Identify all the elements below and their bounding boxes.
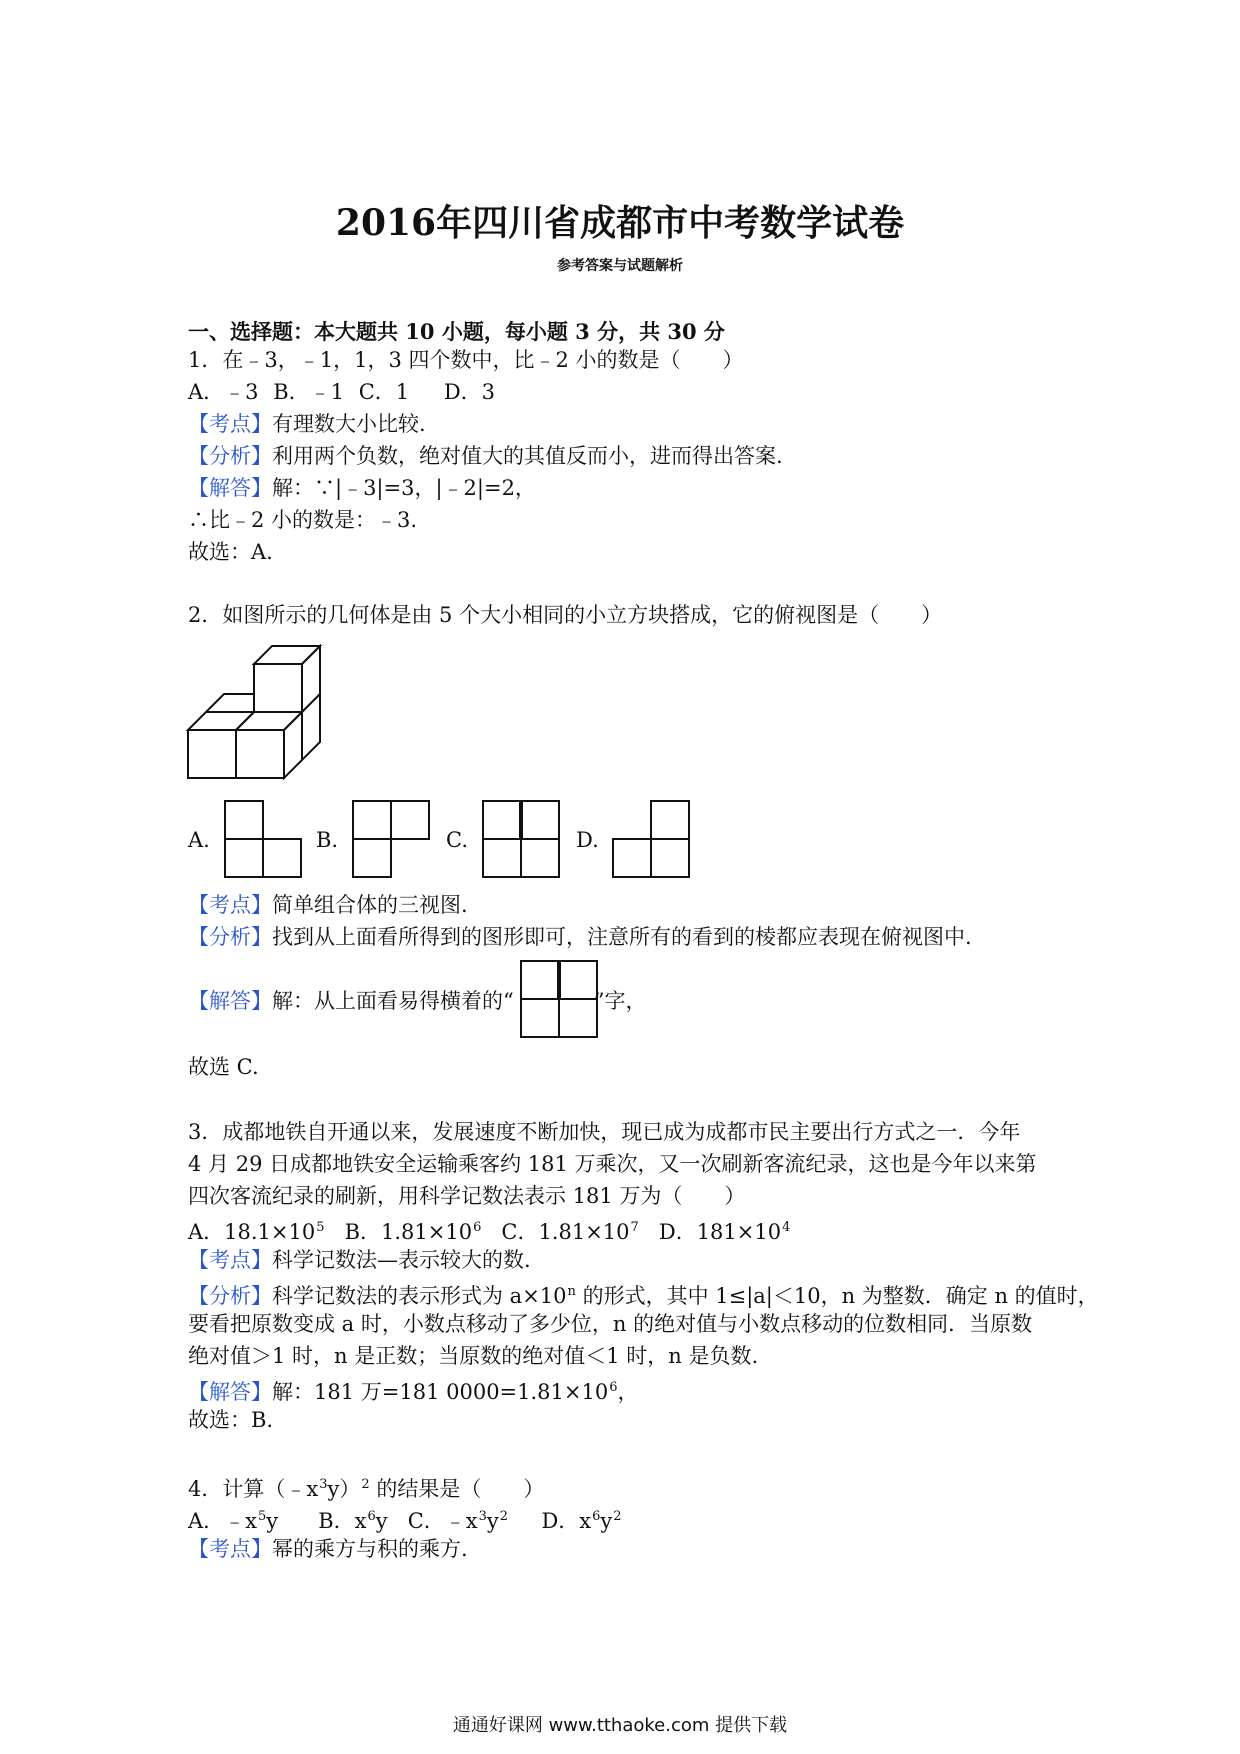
q4-stem (188, 1470, 544, 1504)
q2-choice: 故选 C. (188, 1055, 259, 1079)
q2-fenxi (188, 922, 972, 952)
q2-answer-figure (520, 960, 598, 1038)
q1-fenxi-text: 利用两个负数，绝对值大的其值反而小，进而得出答案. (272, 444, 783, 468)
q3-fenxi-b: 的形式，其中 1≤|a|＜10，n 为整数．确定 n 的值时， (575, 1284, 1099, 1308)
q2-option-a-figure (224, 800, 302, 878)
q1-choice: 故选：A. (188, 540, 273, 564)
q2-solid-figure (186, 642, 331, 782)
q3-options (188, 1213, 790, 1247)
q3-fenxi-exp: n (567, 1284, 576, 1299)
q4-option-b-exp1: 6 (367, 1509, 376, 1524)
q1-fenxi (188, 441, 783, 471)
q4-stem-a: 4．计算（﹣x (188, 1477, 319, 1501)
q3-stem-line1: 3．成都地铁自开通以来，发展速度不断加快，现已成为成都市民主要出行方式之一．今年 (188, 1120, 1021, 1144)
q4-option-d-exp1: 6 (592, 1509, 601, 1524)
q2-fenxi-text: 找到从上面看所得到的图形即可，注意所有的看到的棱都应表现在俯视图中. (272, 925, 972, 949)
q1-stem: 1．在﹣3，﹣1，1，3 四个数中，比﹣2 小的数是（ ） (188, 348, 744, 372)
footer-source: 通通好课网 www.tthaoke.com 提供下载 (452, 1715, 788, 1736)
q4-stem-c: 的结果是（ ） (369, 1477, 545, 1501)
q3-option-d-base: D．181×10 (658, 1220, 782, 1244)
q4-kaodian (188, 1534, 468, 1564)
kaodian-tag: 【考点】 (188, 893, 272, 917)
kaodian-tag: 【考点】 (188, 412, 272, 436)
q3-option-a-base: A．18.1×10 (188, 1220, 316, 1244)
fenxi-tag: 【分析】 (188, 925, 272, 949)
fenxi-tag: 【分析】 (188, 1284, 272, 1308)
q4-option-a-base: A．﹣x (188, 1509, 258, 1533)
q3-kaodian (188, 1245, 531, 1275)
q4-option-a-exp1: 5 (258, 1509, 267, 1524)
q2-jieda-pre: 解：从上面看易得横着的“ (272, 989, 514, 1013)
q2-option-c-figure (482, 800, 560, 878)
q3-jieda-a: 解：181 万=181 0000=1.81×10 (272, 1380, 609, 1404)
page-title: 2016年四川省成都市中考数学试卷 (335, 202, 905, 244)
q3-fenxi-a: 科学记数法的表示形式为 a×10 (272, 1284, 567, 1308)
q4-option-d-exp2: 2 (613, 1509, 622, 1524)
q4-option-b-y: y (375, 1509, 388, 1533)
q3-option-b-exp: 6 (473, 1220, 482, 1235)
q3-option-d (659, 1220, 791, 1244)
q4-kaodian-text: 幂的乘方与积的乘方. (272, 1537, 468, 1561)
q3-stem-line2: 4 月 29 日成都地铁安全运输乘客约 181 万乘次，又一次刷新客流纪录，这也是今年以来第 (188, 1152, 1037, 1176)
q4-option-c-exp1: 3 (478, 1509, 487, 1524)
q2-option-b-figure (352, 800, 430, 878)
q3-stem-line3: 四次客流纪录的刷新，用科学记数法表示 181 万为（ ） (188, 1184, 746, 1208)
q2-option-b-label: B. (316, 828, 339, 852)
q1-jieda-text: 解：∵|﹣3|=3，|﹣2|=2， (272, 476, 536, 500)
q4-option-b-base: B．x (318, 1509, 367, 1533)
jieda-tag: 【解答】 (188, 989, 272, 1013)
q4-option-d-y: y (600, 1509, 613, 1533)
q2-option-d-figure (612, 800, 690, 878)
fenxi-tag: 【分析】 (188, 444, 272, 468)
kaodian-tag: 【考点】 (188, 1537, 272, 1561)
q1-jieda (188, 473, 536, 503)
q3-option-a-exp: 5 (316, 1220, 325, 1235)
q1-option-b: B．﹣1 (273, 380, 345, 404)
q4-option-a (188, 1509, 278, 1533)
q1-option-c: C．1 (358, 380, 410, 404)
q4-stem-exp2: 2 (361, 1477, 370, 1492)
q3-option-b-base: B．1.81×10 (344, 1220, 473, 1244)
q4-option-d-base: D．x (541, 1509, 592, 1533)
q1-option-a: A．﹣3 (188, 380, 259, 404)
q1-option-d: D．3 (443, 380, 496, 404)
q2-kaodian (188, 890, 468, 920)
q3-option-a (188, 1220, 325, 1244)
q1-kaodian (188, 409, 426, 439)
q1-kaodian-text: 有理数大小比较. (272, 412, 426, 436)
q3-jieda-b: ， (617, 1380, 639, 1404)
q4-stem-exp1: 3 (319, 1477, 328, 1492)
kaodian-tag: 【考点】 (188, 1248, 272, 1272)
q1-jieda-line2: ∴比﹣2 小的数是：﹣3. (188, 508, 418, 532)
page-subtitle: 参考答案与试题解析 (557, 258, 683, 274)
q3-jieda-exp: 6 (609, 1380, 618, 1395)
q3-jieda (188, 1373, 639, 1407)
q4-option-a-y: y (266, 1509, 279, 1533)
q3-fenxi-line3: 绝对值＞1 时，n 是正数；当原数的绝对值＜1 时，n 是负数. (188, 1344, 759, 1368)
q4-options (188, 1502, 622, 1536)
q3-fenxi (188, 1277, 1099, 1311)
q4-option-b (318, 1509, 387, 1533)
q2-stem: 2．如图所示的几何体是由 5 个大小相同的小立方块搭成，它的俯视图是（ ） (188, 603, 943, 627)
q3-option-c-exp: 7 (630, 1220, 639, 1235)
q3-option-c (501, 1220, 638, 1244)
q4-option-c-exp2: 2 (499, 1509, 509, 1524)
jieda-tag: 【解答】 (188, 1380, 272, 1404)
section-heading: 一、选择题：本大题共 10 小题，每小题 3 分，共 30 分 (188, 319, 725, 344)
q4-option-c-base: C．﹣x (407, 1509, 478, 1533)
q4-option-c-y: y (486, 1509, 499, 1533)
q2-option-d-label: D. (576, 828, 599, 852)
q3-option-d-exp: 4 (782, 1220, 791, 1235)
q3-option-c-base: C．1.81×10 (501, 1220, 630, 1244)
q3-kaodian-text: 科学记数法—表示较大的数. (272, 1248, 531, 1272)
q3-option-b (345, 1220, 482, 1244)
q3-choice: 故选：B. (188, 1408, 274, 1432)
q2-option-a-label: A. (188, 828, 210, 852)
jieda-tag: 【解答】 (188, 476, 272, 500)
q2-kaodian-text: 简单组合体的三视图. (272, 893, 468, 917)
q4-option-c (408, 1509, 508, 1533)
q1-options (188, 377, 503, 407)
q3-fenxi-line2: 要看把原数变成 a 时，小数点移动了多少位，n 的绝对值与小数点移动的位数相同．当原数 (188, 1312, 1033, 1336)
q2-jieda-post: ”字， (593, 989, 647, 1013)
q2-option-c-label: C. (446, 828, 468, 852)
q4-option-d (541, 1509, 621, 1533)
q4-stem-b: y） (327, 1477, 361, 1501)
